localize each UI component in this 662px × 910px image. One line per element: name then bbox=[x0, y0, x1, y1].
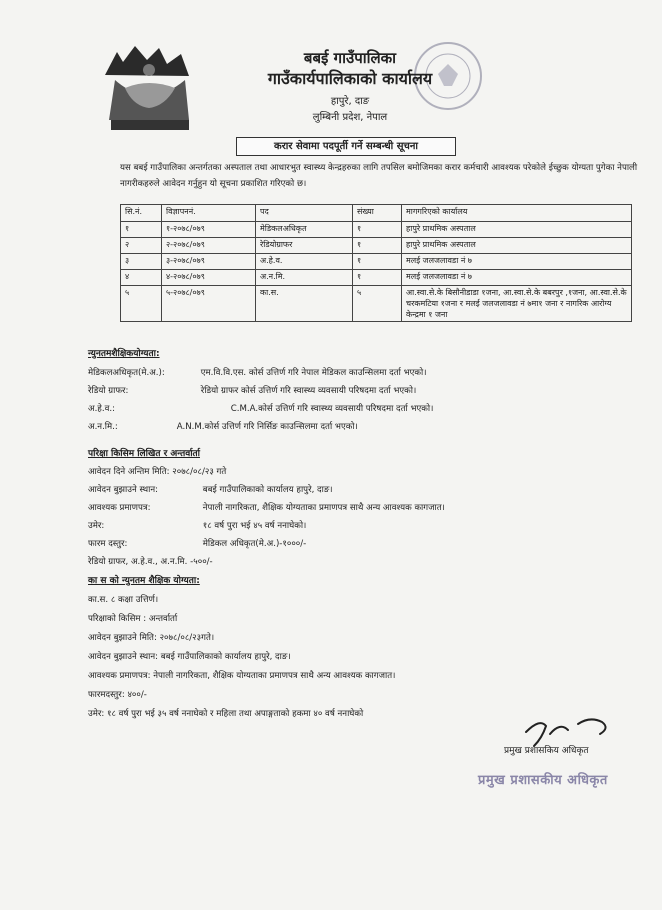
table-cell: हापुरे प्राथमिक अस्पताल bbox=[402, 222, 632, 238]
place-label: आवेदन बुझाउने स्थान: bbox=[88, 485, 159, 495]
place-line bbox=[88, 483, 333, 495]
table-cell: ३ bbox=[121, 254, 162, 270]
table-cell: अ.हे.व. bbox=[256, 254, 353, 270]
qualification-label: रेडियो ग्राफर: bbox=[88, 386, 129, 396]
table-cell: ३-२०७८/०७९ bbox=[162, 254, 256, 270]
table-header-cell: संख्या bbox=[353, 205, 402, 222]
kas-heading: का स को न्युनतम शैक्षिक योग्यता: bbox=[88, 576, 200, 586]
qualification-label: मेडिकलअधिकृत(मे.अ.): bbox=[88, 368, 165, 378]
table-cell: १ bbox=[353, 222, 402, 238]
table-row bbox=[121, 286, 632, 322]
notice-subject: करार सेवामा पदपूर्ती गर्ने सम्बन्धी सूचना bbox=[236, 137, 456, 156]
table-cell: आ.स्वा.से.के बिसौनीडाडा १जना, आ.स्वा.से.के बबरपुर ,१जना, आ.स्वा.से.के चरकमटिया १जना र मलई जलजलावडा नं ७मा१ जना र नागरिक आरोग्य केन्द्रमा १ जना bbox=[402, 286, 632, 322]
table-header-cell: मागगरिएको कार्यालय bbox=[402, 205, 632, 222]
table-cell: अ.न.मि. bbox=[256, 270, 353, 286]
table-cell: मलई जलजलावडा नं ७ bbox=[402, 270, 632, 286]
table-cell: मलई जलजलावडा नं ७ bbox=[402, 254, 632, 270]
table-header-cell: सि.नं. bbox=[121, 205, 162, 222]
table-header-cell: पद bbox=[256, 205, 353, 222]
table-row bbox=[121, 270, 632, 286]
kas-line: फारमदस्तुर: ४००/- bbox=[88, 690, 147, 700]
docs-value: नेपाली नागरिकता, शैक्षिक योग्यताका प्रमाणपत्र साथै अन्य आवश्यक कागजात। bbox=[202, 503, 445, 513]
exam-heading: परिक्षा किसिम लिखित र अन्तर्वार्ता bbox=[88, 449, 200, 459]
table-cell: ४ bbox=[121, 270, 162, 286]
table-header-row bbox=[121, 205, 632, 222]
notice-intro: यस बबई गाउँपालिका अन्तर्गतका अस्पताल तथा आधारभुत स्वास्थ्य केन्द्रहरुका लागि तपसिल बमोजिमका करार कर्मचारी आवश्यक परेकोले ईच्छुक योग्यता पुगेका नेपाली नागरीकहरुले आवेदन गर्नुहुन यो सूचना प्रकाशित गरिएको छ। bbox=[120, 163, 638, 189]
qualification-text: एम.वि.वि.एस. कोर्स उत्तिर्ण गरि नेपाल मेडिकल काउन्सिलमा दर्ता भएको। bbox=[200, 368, 427, 378]
kas-line: आवेदन बुझाउने मिति: २०७८/०८/२३गते। bbox=[88, 633, 215, 643]
kas-line: आवश्यक प्रमाणपत्र: नेपाली नागरिकता, शैक्षिक योग्यताका प्रमाणपत्र साथै अन्य आवश्यक कागजात। bbox=[88, 671, 396, 681]
table-cell: ५ bbox=[121, 286, 162, 322]
office-name: गाउँकार्यपालिकाको कार्यालय bbox=[267, 69, 433, 88]
age-line bbox=[88, 519, 306, 531]
table-cell: का.स. bbox=[256, 286, 353, 322]
kas-line: उमेर: १८ वर्ष पुरा भई ३५ वर्ष ननाघेको र महिला तथा अपाङ्गताको हकमा ४० वर्ष ननाघेको bbox=[88, 709, 364, 719]
qualification-line bbox=[88, 384, 416, 396]
table-cell: ५-२०७८/०७९ bbox=[162, 286, 256, 322]
qualification-line bbox=[88, 420, 358, 432]
table-cell: १ bbox=[353, 270, 402, 286]
qualification-heading: न्युनतमशैक्षिकयोग्यता: bbox=[88, 349, 160, 359]
deadline-value: २०७८/०८/२३ गते bbox=[172, 467, 227, 477]
kas-line: का.स. ८ कक्षा उत्तिर्ण। bbox=[88, 595, 159, 605]
table-cell: २ bbox=[121, 238, 162, 254]
table-row bbox=[121, 238, 632, 254]
deadline-label: आवेदन दिने अन्तिम मिति: bbox=[88, 467, 170, 477]
table-cell: मेडिकलअधिकृत bbox=[256, 222, 353, 238]
table-cell: १ bbox=[353, 238, 402, 254]
signatory-title: प्रमुख प्रशासकिय अधिकृत bbox=[504, 746, 589, 756]
kas-line: परिक्षाको किसिम : अन्तर्वार्ता bbox=[88, 614, 178, 624]
fee-line bbox=[88, 537, 306, 549]
deadline-line bbox=[88, 465, 226, 477]
table-cell: हापुरे प्राथमिक अस्पताल bbox=[402, 238, 632, 254]
table-cell: १ bbox=[353, 254, 402, 270]
qualification-label: अ.हे.व.: bbox=[88, 404, 115, 414]
qualification-text: C.M.A.कोर्स उत्तिर्ण गरि स्वास्थ्य व्यवसायी परिषदमा दर्ता भएको। bbox=[230, 404, 434, 414]
table-header-cell: विज्ञापननं. bbox=[162, 205, 256, 222]
qualification-label: अ.न.मि.: bbox=[88, 422, 118, 432]
qualification-line bbox=[88, 402, 433, 414]
docs-label: आवश्यक प्रमाणपत्र: bbox=[88, 503, 151, 513]
table-cell: ४-२०७८/०७९ bbox=[162, 270, 256, 286]
table-cell: १ bbox=[121, 222, 162, 238]
qualification-text: A.N.M.कोर्स उत्तिर्ण गरि निर्सिङ काउन्सिलमा दर्ता भएको। bbox=[176, 422, 358, 432]
place-value: बबई गाउँपालिकाको कार्यालय हापुरे, दाङ। bbox=[202, 485, 333, 495]
fee-line-2: रेडियो ग्राफर, अ.हे.व., अ.न.मि. -५००/- bbox=[88, 557, 213, 567]
kas-line: आवेदन बुझाउने स्थान: बबई गाउँपालिकाको कार्यालय हापुरे, दाङ। bbox=[88, 652, 291, 662]
office-address: हापुरे, दाङ bbox=[330, 96, 370, 107]
signatory-stamp: प्रमुख प्रशासकीय अधिकृत bbox=[478, 773, 608, 788]
qualification-text: रेडियो ग्राफर कोर्स उत्तिर्ण गरि स्वास्थ्य व्यवसायी परिषदमा दर्ता भएको। bbox=[200, 386, 417, 396]
office-province: लुम्बिनी प्रदेश, नेपाल bbox=[312, 112, 388, 123]
table-row bbox=[121, 254, 632, 270]
table-cell: २-२०७८/०७९ bbox=[162, 238, 256, 254]
nepal-emblem-icon bbox=[95, 40, 203, 138]
table-cell: ५ bbox=[353, 286, 402, 322]
docs-line bbox=[88, 501, 445, 513]
table-cell: १-२०७८/०७९ bbox=[162, 222, 256, 238]
table-cell: रेडियोग्राफर bbox=[256, 238, 353, 254]
municipality-name: बबई गाउँपालिका bbox=[303, 49, 397, 67]
vacancy-table bbox=[120, 204, 632, 322]
qualification-line bbox=[88, 366, 426, 378]
fee-value: मेडिकल अधिकृत(मे.अ.)-१०००/- bbox=[202, 539, 307, 549]
table-row bbox=[121, 222, 632, 238]
age-label: उमेर: bbox=[88, 521, 105, 531]
age-value: १८ वर्ष पुरा भई ४५ वर्ष ननाघेको। bbox=[202, 521, 307, 531]
fee-label: फारम दस्तुर: bbox=[88, 539, 128, 549]
